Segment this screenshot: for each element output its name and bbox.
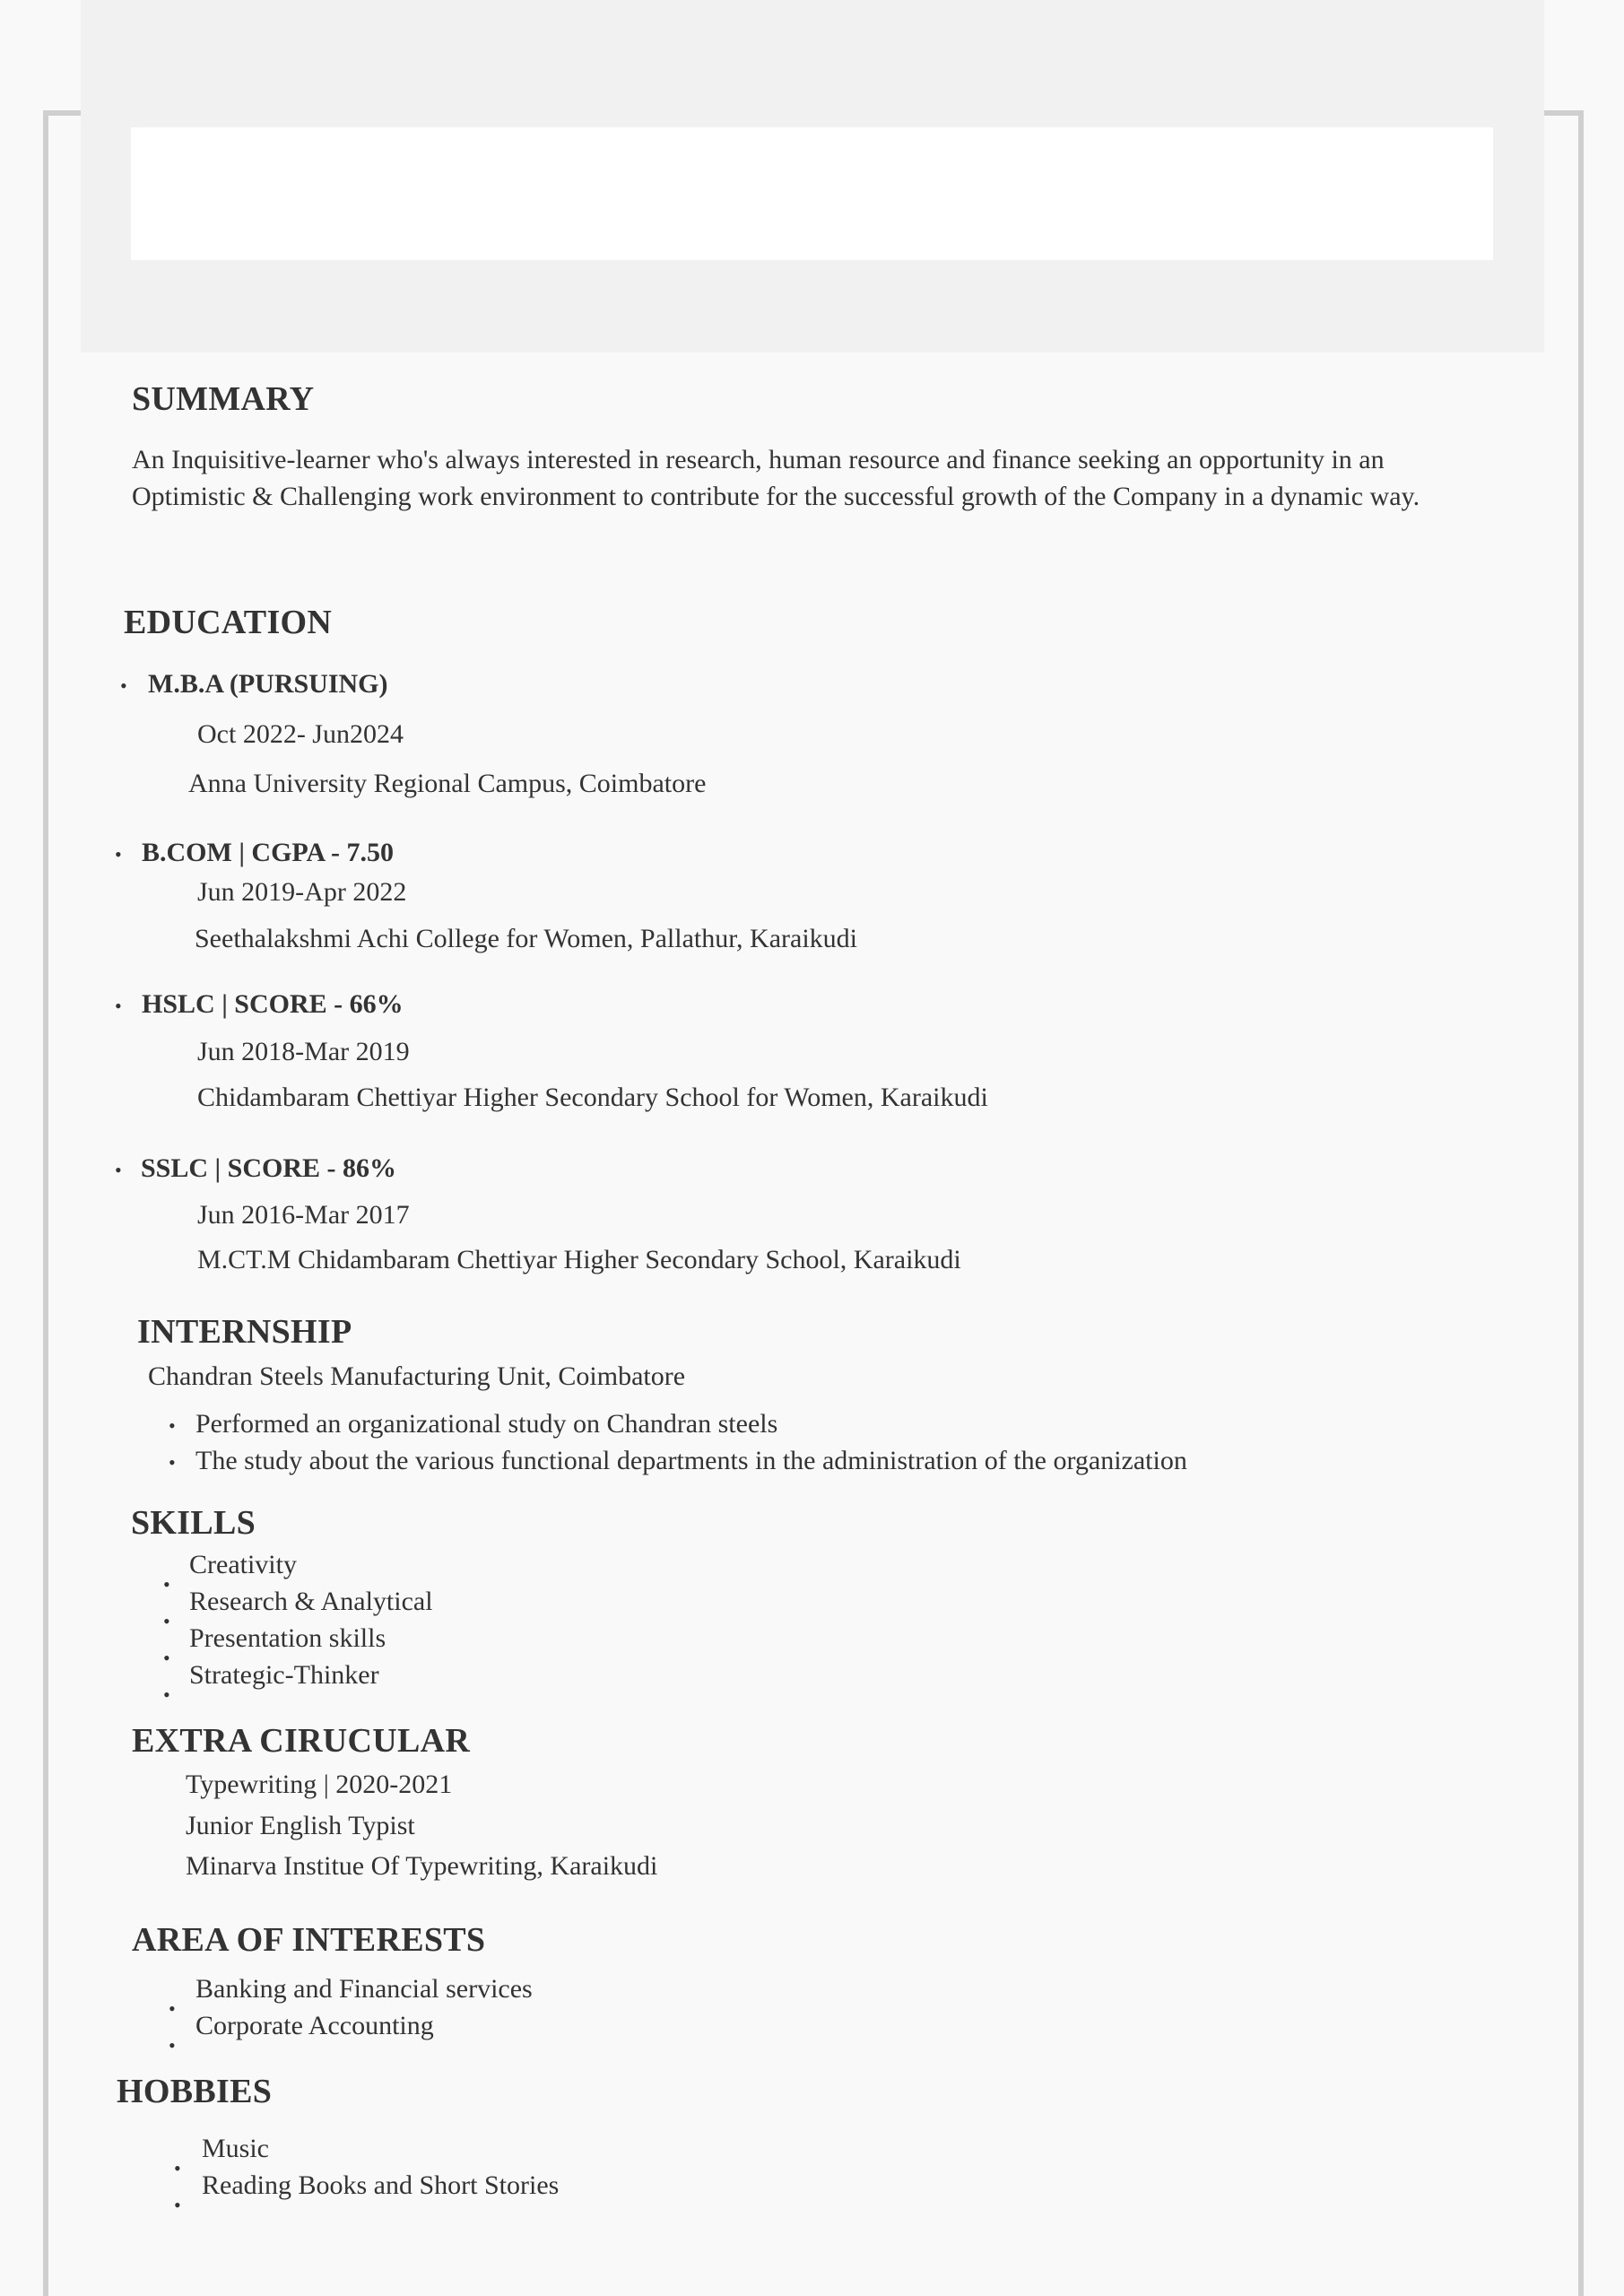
skills-heading: SKILLS [131,1504,256,1542]
bullet: • [120,674,127,697]
skill-item: Research & Analytical [189,1587,433,1616]
education-title: B.COM | CGPA - 7.50 [142,838,395,867]
bullet: • [163,1573,170,1596]
internship-heading: INTERNSHIP [137,1313,352,1351]
education-dates: Jun 2019-Apr 2022 [197,877,407,907]
education-title: M.B.A (PURSUING) [148,669,388,699]
name-box [131,127,1493,260]
summary-heading: SUMMARY [132,380,315,418]
education-dates: Jun 2018-Mar 2019 [197,1037,410,1066]
frame-left-border [43,110,48,2296]
education-dates: Oct 2022- Jun2024 [197,719,404,749]
extra-line: Minarva Institue Of Typewriting, Karaikudi [186,1851,658,1881]
education-institution: Seethalakshmi Achi College for Women, Pallathur, Karaikudi [195,924,857,953]
frame-right-border [1578,110,1584,2296]
bullet: • [169,1451,176,1474]
internship-company: Chandran Steels Manufacturing Unit, Coimbatore [148,1361,686,1391]
bullet: • [115,1159,122,1181]
skill-item: Strategic-Thinker [189,1660,379,1690]
bullet: • [174,2194,181,2216]
bullet: • [163,1683,170,1706]
summary-text: An Inquisitive-learner who's always interested in research, human resource and finance seeking an opportunity in an Optimistic & Challenging work environment to contribute for the successful growth of the Company in a dynamic way. [132,445,1420,511]
education-title: HSLC | SCORE - 66% [142,989,404,1019]
skill-item: Presentation skills [189,1623,386,1653]
bullet: • [163,1647,170,1669]
education-institution: Chidambaram Chettiyar Higher Secondary School for Women, Karaikudi [197,1083,988,1112]
internship-point: The study about the various functional departments in the administration of the organization [195,1446,1187,1475]
interest-item: Banking and Financial services [195,1974,533,2004]
bullet: • [115,843,122,865]
bullet: • [169,2034,176,2057]
hobbies-heading: HOBBIES [117,2073,273,2110]
extra-line: Typewriting | 2020-2021 [186,1770,453,1799]
bullet: • [163,1610,170,1632]
frame-top-left-border [43,110,83,116]
frame-top-right-border [1542,110,1584,116]
interest-item: Corporate Accounting [195,2011,434,2040]
education-dates: Jun 2016-Mar 2017 [197,1200,410,1230]
skill-item: Creativity [189,1550,297,1579]
bullet: • [174,2157,181,2179]
hobby-item: Reading Books and Short Stories [202,2170,560,2200]
education-title: SSLC | SCORE - 86% [141,1153,396,1183]
interests-heading: AREA OF INTERESTS [132,1921,486,1959]
extra-curricular-heading: EXTRA CIRUCULAR [132,1722,471,1760]
bullet: • [115,995,122,1017]
education-institution: Anna University Regional Campus, Coimbatore [188,769,707,798]
education-heading: EDUCATION [124,604,333,641]
education-institution: M.CT.M Chidambaram Chettiyar Higher Secondary School, Karaikudi [197,1245,961,1274]
bullet: • [169,1997,176,2020]
extra-line: Junior English Typist [186,1811,415,1840]
hobby-item: Music [202,2134,269,2163]
internship-point: Performed an organizational study on Chandran steels [195,1409,778,1439]
bullet: • [169,1414,176,1437]
